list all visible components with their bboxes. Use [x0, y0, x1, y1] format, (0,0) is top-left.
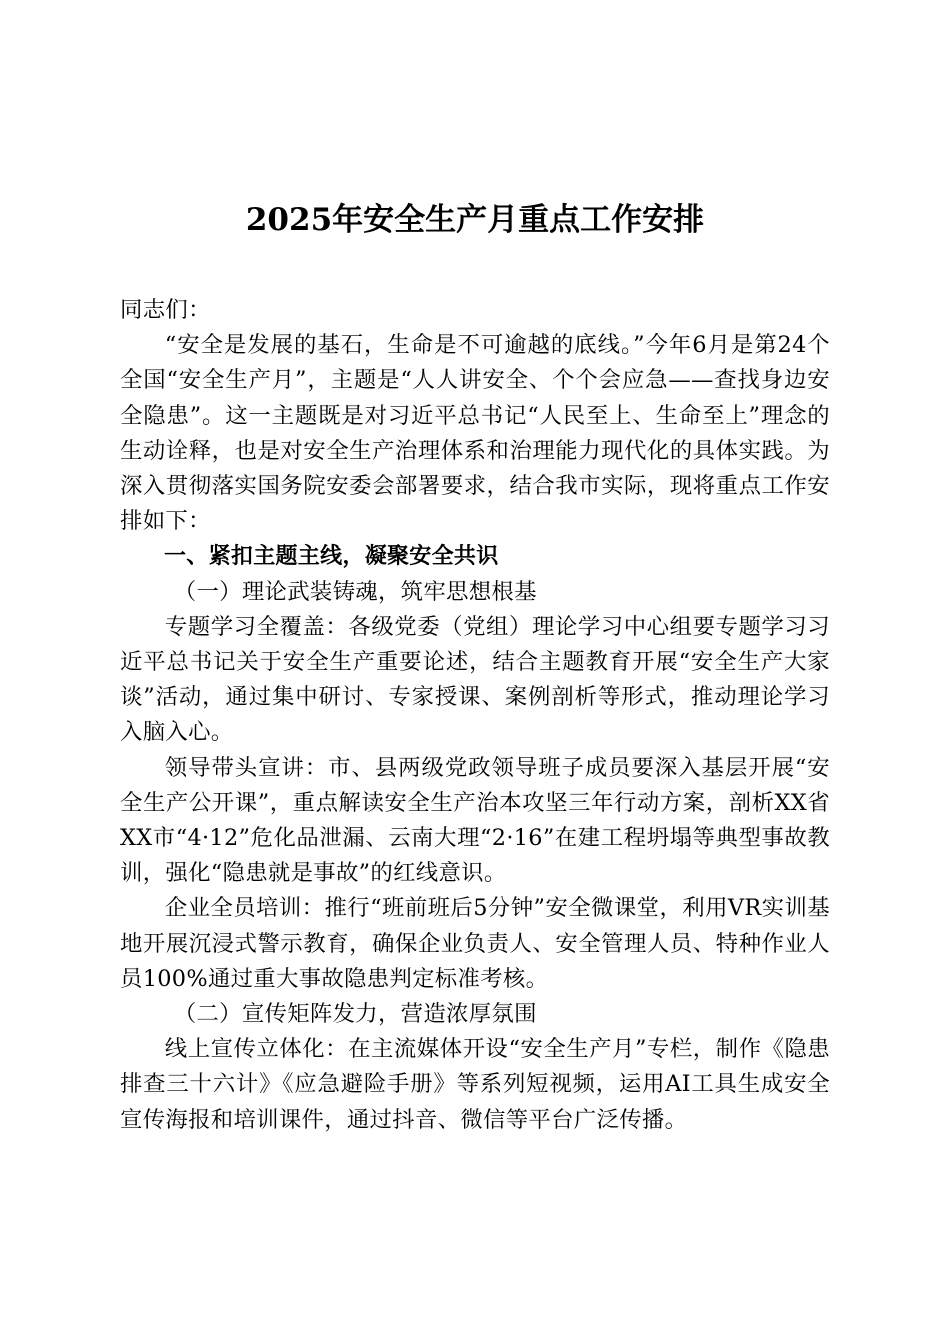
document-title: 2025年安全生产月重点工作安排: [245, 202, 705, 238]
salutation: 同志们：: [120, 297, 211, 323]
intro-paragraph: “安全是发展的基石，生命是不可逾越的底线。”今年6月是第24个全国“安全生产月”，主题是“人人讲安全、个个会应急——查找身边安全隐患”。这一主题既是对习近平总书记“人民至上、生命至上”理念的生动诠释，也是对安全生产治理体系和治理能力现代化的具体实践。为深入贯彻落实国务院安委会部署要求，结合我市实际，现将重点工作安排如下：: [120, 332, 830, 535]
document-body: [120, 293, 830, 1138]
subsection-heading-1: （一）理论武装铸魂，筑牢思想根基: [173, 578, 537, 605]
paragraph-training: 企业全员培训：推行“班前班后5分钟”安全微课堂，利用VR实训基地开展沉浸式警示教育，确保企业负责人、安全管理人员、特种作业人员100%通过重大事故隐患判定标准考核。: [120, 895, 830, 992]
paragraph-online-publicity: 线上宣传立体化：在主流媒体开设“安全生产月”专栏，制作《隐患排查三十六计》《应急避险手册》等系列短视频，运用AI工具生成安全宣传海报和培训课件，通过抖音、微信等平台广泛传播。: [120, 1036, 830, 1133]
section-heading-1: 一、紧扣主题主线，凝聚安全共识: [164, 544, 499, 570]
paragraph-study: 专题学习全覆盖：各级党委（党组）理论学习中心组要专题学习习近平总书记关于安全生产重要论述，结合主题教育开展“安全生产大家谈”活动，通过集中研讨、专家授课、案例剖析等形式，推动理论学习入脑入心。: [120, 613, 830, 746]
paragraph-leadership: 领导带头宣讲：市、县两级党政领导班子成员要深入基层开展“安全生产公开课”，重点解读安全生产治本攻坚三年行动方案，剖析XX省XX市“4·12”危化品泄漏、云南大理“2·16”在建工程坍塌等典型事故教训，强化“隐患就是事故”的红线意识。: [120, 754, 830, 887]
subsection-heading-2: （二）宣传矩阵发力，营造浓厚氛围: [173, 1001, 537, 1028]
